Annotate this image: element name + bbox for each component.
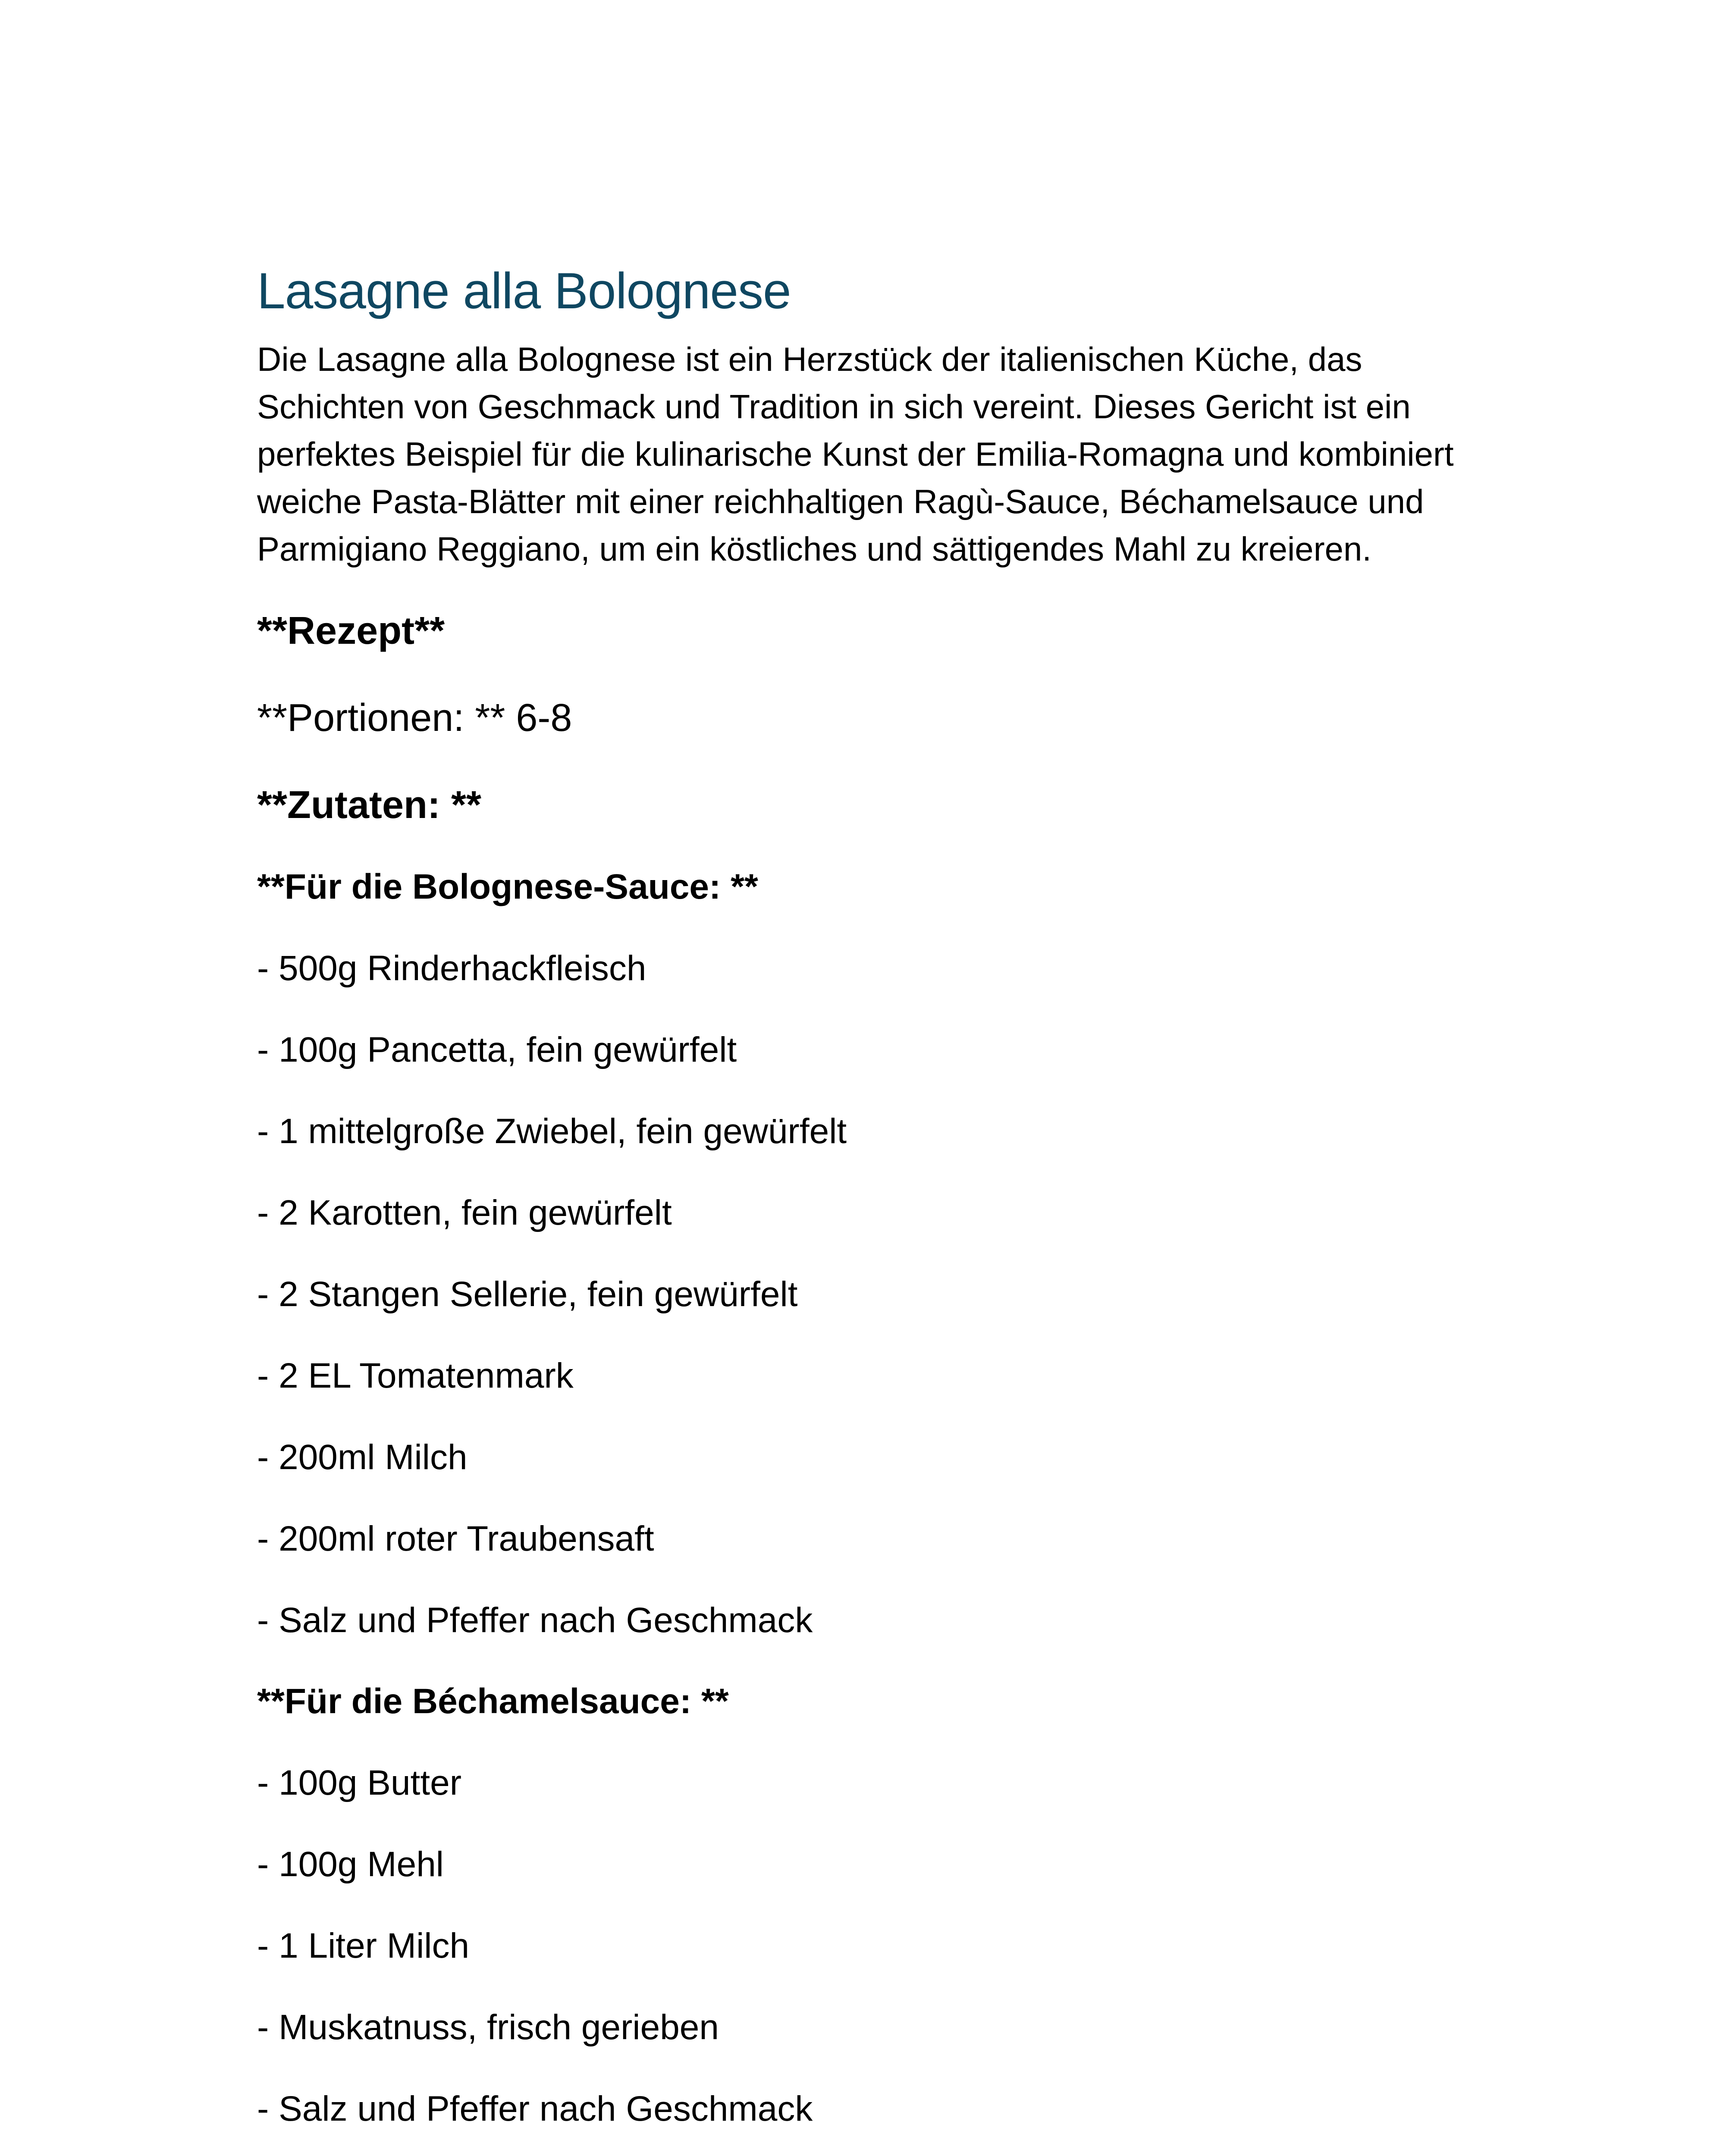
list-item: - 100g Mehl <box>257 1845 444 1884</box>
list-item: - 2 Karotten, fein gewürfelt <box>257 1193 672 1232</box>
list-item: - 2 EL Tomatenmark <box>257 1356 574 1395</box>
portions-line: **Portionen: ** 6-8 <box>257 696 572 740</box>
list-item: - 200ml roter Traubensaft <box>257 1519 654 1558</box>
recipe-title: Lasagne alla Bolognese <box>257 263 791 320</box>
intro-paragraph: Die Lasagne alla Bolognese ist ein Herzstück der italienischen Küche, das Schichten von Geschmack und Tradition in sich vereint. Dieses Gericht ist ein perfektes Beispiel für die kulinarische Kunst der Emilia-Romagna und kombiniert weiche Pasta-Blätter mit einer reichhaltigen Ragù-Sauce, Béchamelsauce und Parmigiano Reggiano, um ein köstliches und sättigendes Mahl zu kreieren. <box>257 340 1454 568</box>
bechamel-ingredient-list <box>257 1756 1490 2136</box>
list-item: - 2 Stangen Sellerie, fein gewürfelt <box>257 1275 798 1314</box>
list-item: - 500g Rinderhackfleisch <box>257 949 646 988</box>
list-item: - 100g Pancetta, fein gewürfelt <box>257 1030 737 1069</box>
bolognese-heading: **Für die Bolognese-Sauce: ** <box>257 867 758 906</box>
list-item: - 1 mittelgroße Zwiebel, fein gewürfelt <box>257 1112 847 1151</box>
list-item: - Muskatnuss, frisch gerieben <box>257 2008 719 2047</box>
page-content <box>257 254 1490 2136</box>
list-item: - Salz und Pfeffer nach Geschmack <box>257 1601 813 1640</box>
list-item: - Salz und Pfeffer nach Geschmack <box>257 2089 813 2128</box>
recipe-heading: **Rezept** <box>257 609 445 652</box>
list-item: - 200ml Milch <box>257 1438 468 1477</box>
list-item: - 100g Butter <box>257 1763 462 1802</box>
bechamel-heading: **Für die Béchamelsauce: ** <box>257 1682 729 1721</box>
list-item: - 1 Liter Milch <box>257 1926 470 1965</box>
bolognese-ingredient-list <box>257 941 1490 1648</box>
ingredients-heading: **Zutaten: ** <box>257 783 482 827</box>
